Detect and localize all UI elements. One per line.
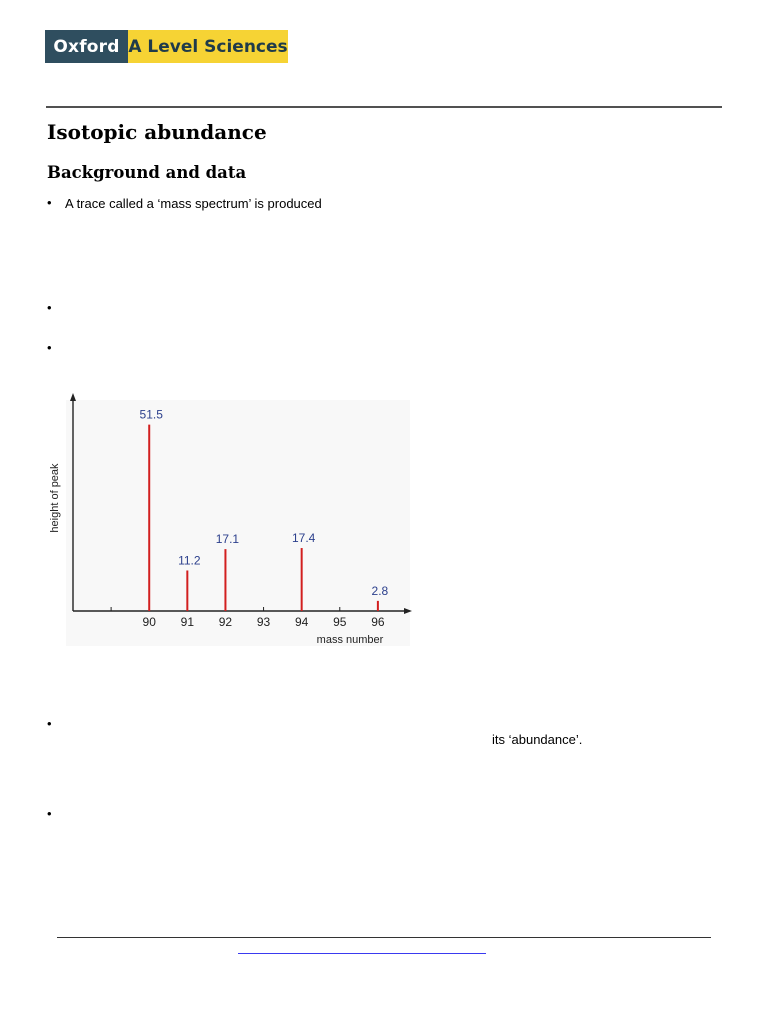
x-tick-label: 96 bbox=[371, 615, 385, 629]
x-tick-label: 92 bbox=[218, 615, 233, 629]
bullet-2: • bbox=[47, 300, 52, 315]
peak-value-label: 2.8 bbox=[371, 583, 389, 598]
oxford-logo bbox=[45, 30, 288, 63]
mass-spectrum-chart bbox=[44, 390, 414, 650]
logo-sciences-text: A Level Sciences bbox=[128, 30, 288, 63]
bullet-5: • bbox=[47, 806, 52, 821]
peak-value-label: 17.4 bbox=[291, 531, 316, 546]
bullet-3: • bbox=[47, 340, 52, 355]
x-tick-label: 94 bbox=[294, 615, 309, 629]
x-tick-label: 91 bbox=[180, 615, 195, 629]
logo-oxford-text: Oxford bbox=[45, 30, 128, 63]
peak-value-label: 17.1 bbox=[215, 532, 240, 547]
footer-link[interactable] bbox=[238, 953, 486, 954]
y-axis-label: height of peak bbox=[49, 463, 61, 533]
peak-value-label: 51.5 bbox=[139, 407, 163, 422]
footer-divider bbox=[57, 937, 711, 938]
x-axis-label: mass number bbox=[316, 634, 384, 646]
x-tick-label: 95 bbox=[333, 615, 347, 629]
peak-value-label: 11.2 bbox=[178, 553, 201, 568]
section-heading: Background and data bbox=[47, 163, 247, 182]
x-tick-label: 90 bbox=[142, 615, 156, 629]
bullet-4: • bbox=[47, 716, 52, 731]
page-title: Isotopic abundance bbox=[47, 120, 267, 144]
header-divider bbox=[46, 106, 722, 108]
x-tick-label: 93 bbox=[256, 615, 271, 629]
bullet-1: • bbox=[47, 195, 52, 210]
bullet-1-text: A trace called a ‘mass spectrum’ is produced bbox=[65, 196, 322, 211]
abundance-text: its ‘abundance’. bbox=[492, 732, 583, 747]
